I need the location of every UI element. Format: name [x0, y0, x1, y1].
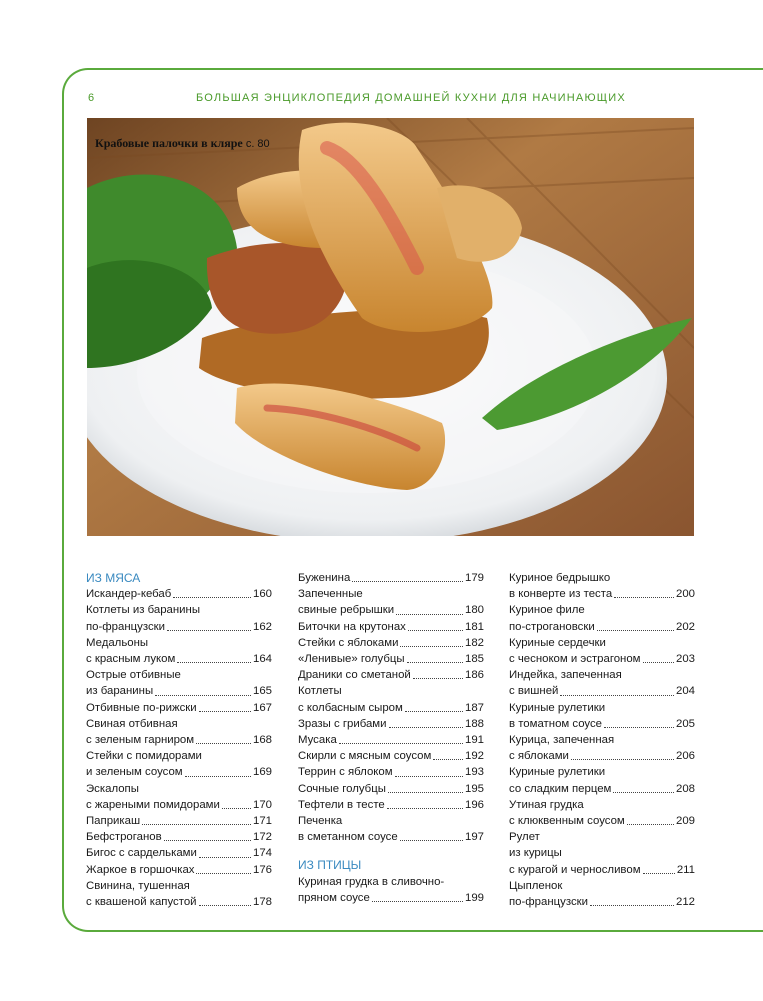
- page-ref: 200: [675, 588, 695, 601]
- page-ref: 199: [464, 891, 484, 904]
- entry-title: с красным луком: [86, 653, 176, 666]
- toc-entry[interactable]: [509, 716, 695, 732]
- page-ref: 202: [675, 620, 695, 633]
- entry-title: с курагой и черносливом: [509, 863, 641, 876]
- toc-entry-line: Свиная отбивная: [86, 717, 178, 730]
- toc-entry-line: Куриные рулетики: [509, 701, 606, 714]
- dot-leader: [396, 614, 463, 615]
- toc-entry[interactable]: [509, 781, 695, 797]
- page-ref: 167: [252, 701, 272, 714]
- toc-entry[interactable]: [298, 602, 484, 618]
- toc-entry-line: Острые отбивные: [86, 669, 181, 682]
- toc-entry[interactable]: [509, 813, 695, 829]
- toc-entry[interactable]: [298, 667, 484, 683]
- toc-entry-line: Медальоны: [86, 636, 149, 649]
- page-number: 6: [88, 92, 95, 104]
- page-ref: 211: [676, 863, 695, 876]
- page-ref: 188: [464, 717, 484, 730]
- entry-title: со сладким перцем: [509, 782, 612, 795]
- entry-title: «Ленивые» голубцы: [298, 653, 405, 666]
- dot-leader: [560, 695, 674, 696]
- page-ref: 182: [464, 636, 484, 649]
- toc-entry[interactable]: [86, 586, 272, 602]
- page-ref: 196: [464, 798, 484, 811]
- toc-entry-line: Эскалопы: [86, 782, 139, 795]
- food-photo: [87, 118, 694, 536]
- section-heading-poultry: ИЗ ПТИЦЫ: [298, 858, 362, 873]
- toc-entry[interactable]: [509, 586, 695, 602]
- page-ref: 204: [675, 685, 695, 698]
- page-ref: 191: [464, 734, 484, 747]
- toc-entry[interactable]: [298, 764, 484, 780]
- toc-entry-line: Куриные сердечки: [509, 636, 606, 649]
- photo-caption: [95, 136, 270, 151]
- dot-leader: [413, 678, 463, 679]
- entry-title: Стейки с яблоками: [298, 636, 399, 649]
- page-ref: 180: [464, 604, 484, 617]
- entry-title: по-французски: [509, 896, 588, 909]
- entry-title: с жареными помидорами: [86, 798, 220, 811]
- entry-title: Тефтели в тесте: [298, 798, 385, 811]
- entry-title: Драники со сметаной: [298, 669, 411, 682]
- entry-title: в конверте из теста: [509, 588, 613, 601]
- page-ref: 171: [252, 815, 272, 828]
- toc-entry[interactable]: [298, 890, 484, 906]
- page-ref: 176: [252, 863, 272, 876]
- dot-leader: [433, 759, 463, 760]
- entry-title: с клюквенным соусом: [509, 815, 625, 828]
- dot-leader: [400, 840, 463, 841]
- dot-leader: [352, 581, 463, 582]
- entry-title: Отбивные по-рижски: [86, 701, 197, 714]
- entry-title: в томатном соусе: [509, 717, 603, 730]
- toc-entry[interactable]: [509, 894, 695, 910]
- entry-title: пряном соусе: [298, 891, 370, 904]
- dot-leader: [164, 840, 251, 841]
- toc-entry[interactable]: [298, 635, 484, 651]
- toc-entry-line: Куриные рулетики: [509, 766, 606, 779]
- entry-title: Биточки на крутонах: [298, 620, 406, 633]
- toc-entry[interactable]: [509, 683, 695, 699]
- toc-entry[interactable]: [298, 619, 484, 635]
- page-ref: 212: [675, 896, 695, 909]
- page-ref: 174: [252, 847, 272, 860]
- toc-entry-line: Куриная грудка в сливочно-: [298, 875, 445, 888]
- toc-entry[interactable]: [298, 732, 484, 748]
- toc-entry[interactable]: [86, 894, 272, 910]
- page-ref: 169: [252, 766, 272, 779]
- toc-entry[interactable]: [298, 781, 484, 797]
- toc-entry-line: Курица, запеченная: [509, 734, 615, 747]
- entry-title: из баранины: [86, 685, 154, 698]
- crab-sticks-illustration: [87, 118, 694, 536]
- dot-leader: [405, 711, 463, 712]
- entry-title: Террин с яблоком: [298, 766, 393, 779]
- dot-leader: [388, 792, 463, 793]
- entry-title: Буженина: [298, 572, 351, 584]
- page-ref: 187: [464, 701, 484, 714]
- toc-entry[interactable]: [509, 748, 695, 764]
- toc-entry-line: Запеченные: [298, 588, 363, 601]
- dot-leader: [177, 662, 251, 663]
- page-ref: 205: [675, 717, 695, 730]
- page-ref: 206: [675, 750, 695, 763]
- entry-title: с квашеной капустой: [86, 896, 197, 909]
- toc-entry[interactable]: [86, 764, 272, 780]
- dot-leader: [627, 824, 674, 825]
- entry-title: с вишней: [509, 685, 559, 698]
- dot-leader: [199, 905, 251, 906]
- dot-leader: [222, 808, 251, 809]
- running-header: БОЛЬШАЯ ЭНЦИКЛОПЕДИЯ ДОМАШНЕЙ КУХНИ ДЛЯ НАЧИНАЮЩИХ: [196, 92, 626, 104]
- page-ref: 185: [464, 653, 484, 666]
- page-ref: 164: [252, 653, 272, 666]
- dot-leader: [387, 808, 463, 809]
- dot-leader: [199, 857, 251, 858]
- entry-title: и зеленым соусом: [86, 766, 183, 779]
- entry-title: Паприкаш: [86, 815, 141, 828]
- entry-title: Бигос с сардельками: [86, 847, 197, 860]
- dot-leader: [590, 905, 674, 906]
- toc-entry-line: Котлеты из баранины: [86, 604, 201, 617]
- toc-entry-line: Рулет: [509, 831, 540, 844]
- dot-leader: [339, 743, 463, 744]
- dot-leader: [389, 727, 463, 728]
- toc-entry[interactable]: [298, 570, 484, 586]
- toc-entry-line: Свинина, тушенная: [86, 879, 190, 892]
- page-ref: 179: [464, 572, 484, 584]
- toc-entry[interactable]: [86, 829, 272, 845]
- toc-entry-line: из курицы: [509, 847, 562, 860]
- entry-title: в сметанном соусе: [298, 831, 398, 844]
- caption-page: с. 80: [245, 138, 270, 150]
- page-ref: 162: [252, 620, 272, 633]
- entry-title: Скирли с мясным соусом: [298, 750, 432, 763]
- toc-entry[interactable]: [298, 716, 484, 732]
- page-ref: 178: [252, 896, 272, 909]
- toc-entry[interactable]: [86, 845, 272, 861]
- toc-entry[interactable]: [298, 651, 484, 667]
- dot-leader: [571, 759, 674, 760]
- dot-leader: [167, 630, 251, 631]
- dot-leader: [142, 824, 251, 825]
- dot-leader: [604, 727, 674, 728]
- caption-title: Крабовые палочки в кляре: [95, 136, 243, 150]
- entry-title: с зеленым гарниром: [86, 734, 195, 747]
- toc-entry[interactable]: [509, 862, 695, 878]
- toc-entry-line: Куриное филе: [509, 604, 585, 617]
- toc-entry-line: Печенка: [298, 815, 343, 828]
- toc-entry[interactable]: [509, 619, 695, 635]
- toc-entry-line: Утиная грудка: [509, 798, 584, 811]
- toc-column-1: [86, 570, 272, 910]
- dot-leader: [407, 662, 463, 663]
- entry-title: с чесноком и эстрагоном: [509, 653, 641, 666]
- toc-entry[interactable]: [298, 748, 484, 764]
- entry-title: по-французски: [86, 620, 165, 633]
- toc-column-3: [509, 570, 695, 910]
- dot-leader: [199, 711, 251, 712]
- entry-title: по-строгановски: [509, 620, 595, 633]
- dot-leader: [173, 597, 251, 598]
- page-ref: 193: [464, 766, 484, 779]
- toc-entry[interactable]: [86, 862, 272, 878]
- dot-leader: [643, 662, 674, 663]
- dot-leader: [395, 776, 463, 777]
- dot-leader: [643, 873, 675, 874]
- toc-entry[interactable]: [86, 683, 272, 699]
- page-ref: 186: [464, 669, 484, 682]
- toc-entry-line: Цыпленок: [509, 879, 563, 892]
- toc-entry-line: Индейка, запеченная: [509, 669, 622, 682]
- toc-entry[interactable]: [86, 619, 272, 635]
- entry-title: свиные ребрышки: [298, 604, 395, 617]
- entry-title: Искандер-кебаб: [86, 588, 172, 601]
- toc-entry[interactable]: [86, 732, 272, 748]
- page-ref: 160: [252, 588, 272, 601]
- dot-leader: [408, 630, 463, 631]
- dot-leader: [614, 597, 674, 598]
- dot-leader: [372, 901, 463, 902]
- page-ref: 170: [252, 798, 272, 811]
- page-ref: 192: [464, 750, 484, 763]
- page-ref: 195: [464, 782, 484, 795]
- toc-entry-line: Куриное бедрышко: [509, 572, 611, 584]
- dot-leader: [185, 776, 251, 777]
- toc-entry[interactable]: [86, 700, 272, 716]
- toc-entry[interactable]: [86, 797, 272, 813]
- entry-title: Бефстроганов: [86, 831, 162, 844]
- toc-entry[interactable]: [298, 700, 484, 716]
- toc-column-2: [298, 570, 484, 906]
- entry-title: с колбасным сыром: [298, 701, 403, 714]
- dot-leader: [196, 873, 251, 874]
- page-ref: 165: [252, 685, 272, 698]
- toc-entry[interactable]: [298, 797, 484, 813]
- entry-title: Зразы с грибами: [298, 717, 387, 730]
- section-heading-meat: ИЗ МЯСА: [86, 571, 141, 585]
- dot-leader: [155, 695, 251, 696]
- page-ref: 197: [464, 831, 484, 844]
- toc-entry[interactable]: [509, 651, 695, 667]
- dot-leader: [597, 630, 674, 631]
- dot-leader: [196, 743, 251, 744]
- entry-title: Мусака: [298, 734, 337, 747]
- toc-entry[interactable]: [298, 829, 484, 845]
- page-ref: 172: [252, 831, 272, 844]
- page-ref: 209: [675, 815, 695, 828]
- toc-entry[interactable]: [86, 651, 272, 667]
- toc-entry-line: Стейки с помидорами: [86, 750, 202, 763]
- toc-entry-line: Котлеты: [298, 685, 342, 698]
- dot-leader: [613, 792, 674, 793]
- entry-title: Сочные голубцы: [298, 782, 386, 795]
- dot-leader: [400, 646, 463, 647]
- entry-title: Жаркое в горшочках: [86, 863, 195, 876]
- page-ref: 203: [675, 653, 695, 666]
- page-ref: 181: [464, 620, 484, 633]
- entry-title: с яблоками: [509, 750, 569, 763]
- toc-entry[interactable]: [86, 813, 272, 829]
- page-ref: 168: [252, 734, 272, 747]
- page-ref: 208: [675, 782, 695, 795]
